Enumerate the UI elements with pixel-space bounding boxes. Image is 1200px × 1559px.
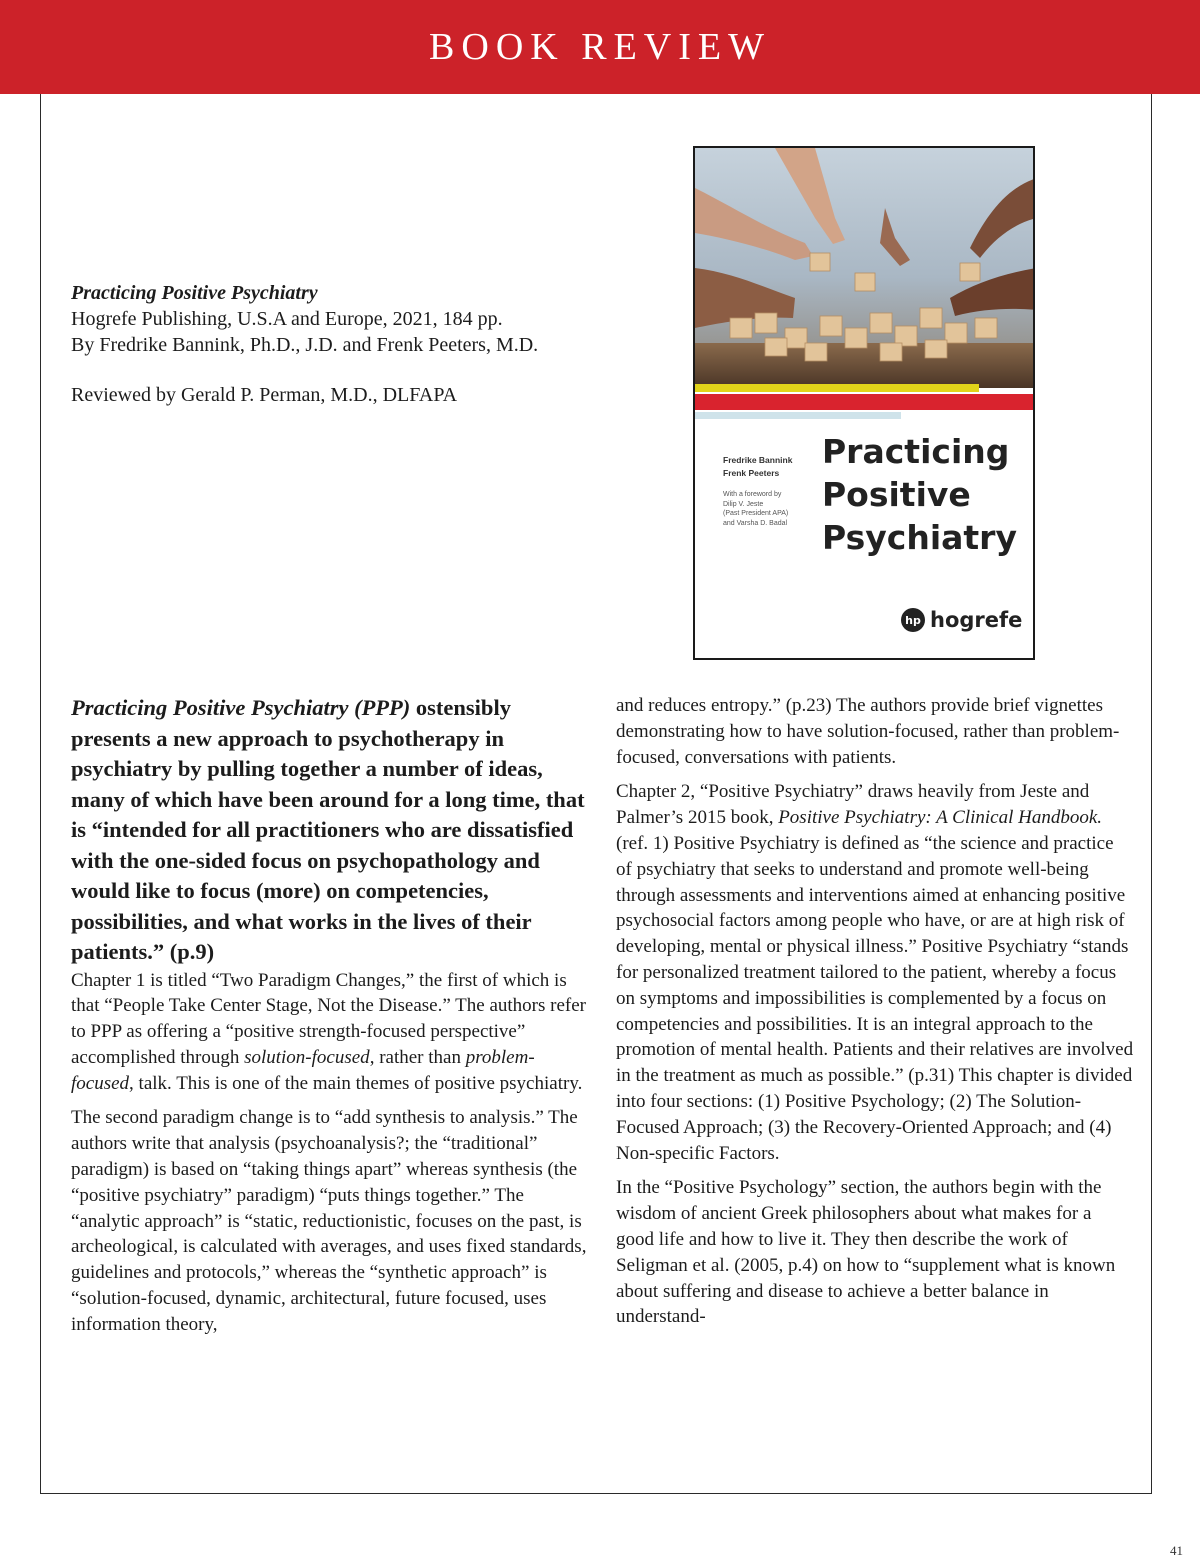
book-title: Practicing Positive Psychiatry [71,282,318,304]
body-paragraph: In the “Positive Psychology” section, the authors begin with the wisdom of ancient Greek philosophers about what makes for a good life and how to live it. They then describe the work of Seligman et al. (2005, p.4) on how to “supplement what is known about suffering and disease to achieve a better balance in understand- [616,1177,1116,1328]
publisher-line: Hogrefe Publishing, U.S.A and Europe, 2021, 184 pp. [71,308,503,330]
cover-author-1: Fredrike Bannink [723,455,793,465]
body-paragraph [71,968,587,1097]
cover-title-line: Positive [822,475,971,514]
cover-author-2: Frenk Peeters [723,468,780,478]
authors-line: By Fredrike Bannink, Ph.D., J.D. and Frenk Peeters, M.D. [71,334,539,356]
book-cover-image [693,146,1035,660]
hogrefe-logo-icon: hp [901,608,925,632]
cover-authors [723,454,833,480]
lead-book-title: Practicing Positive Psychiatry (PPP) [71,695,411,720]
text-run: , rather than [369,1046,466,1068]
cover-title [822,430,1032,559]
cover-foreword-line: With a foreword by [723,491,782,498]
cover-title-line: Psychiatry [822,518,1017,557]
lead-text: ostensibly presents a new approach to psychotherapy in psychiatry by pulling together a number of ideas, many of which have been around for a long time, that is “intended for all practitioners who are dissatisfied with the one-sided focus on psychopathology and would like to focus (more) on competencies, possibilities, and what works in the lives of their patients.” (p.9) [71,695,585,964]
text-run: , talk. This is one of the main themes of positive psychiatry. [129,1072,583,1094]
book-citation [71,280,671,408]
emphasis: Positive Psychiatry: A Clinical Handbook. [778,807,1103,829]
article-column-left [71,693,587,1347]
section-banner [0,0,1200,94]
section-title: BOOK REVIEW [429,26,771,68]
reviewer-line: Reviewed by Gerald P. Perman, M.D., DLFAPA [71,384,458,406]
lead-paragraph [71,693,587,968]
cover-title-line: Practicing [822,432,1010,471]
publisher-logo-text: hogrefe [930,608,1023,632]
cover-stripe-red [695,394,1035,410]
cover-photo [695,148,1035,428]
cover-foreword-line: Dilip V. Jeste [723,500,764,508]
text-run: Chapter 2, “Positive Psychiatry” draws heavily from Jeste and Palmer’s 2015 book, [616,781,1090,829]
body-paragraph: and reduces entropy.” (p.23) The authors provide brief vignettes demonstrating how to have solution-focused, rather than problem-focused, conversations with patients. [616,695,1120,768]
text-run: Chapter 1 is titled “Two Paradigm Changes,” the first of which is that “People Take Center Stage, Not the Disease.” The authors refer to PPP as offering a “positive strength-focused perspective” accomplished through [71,969,587,1068]
body-paragraph: The second paradigm change is to “add synthesis to analysis.” The authors write that analysis (psychoanalysis?; the “traditional” paradigm) is based on “taking things apart” whereas synthesis (the “positive psychiatry” paradigm) “puts things together.” The “analytic approach” is “static, reductionistic, focuses on the past, is archeological, is calculated with averages, and uses fixed standards, guidelines and protocols,” whereas the “synthetic approach” is “solution-focused, dynamic, architectural, future focused, uses information theory, [71,1107,587,1335]
emphasis: problem-focused [71,1046,535,1094]
article-column-right [616,693,1134,1339]
body-paragraph [616,779,1134,1166]
cover-foreword [723,490,833,528]
cover-foreword-line: (Past President APA) [723,510,789,517]
cover-stripe-blue [695,412,901,419]
cover-foreword-line: and Varsha D. Badal [723,519,788,527]
text-run: (ref. 1) Positive Psychiatry is defined as “the science and practice of psychiatry that seeks to understand and promote well-being through assessments and interventions aimed at enhancing positive psychosocial factors among people who have, or are at high risk of developing, mental or physical illness.” Positive Psychiatry “stands for personalized treatment tailored to the patient, whereby a focus on symptoms and impossibilities is complemented by a focus on competencies and possibilities. It is an integral approach to the promotion of mental health. Patients and their relatives are involved in the treatment as much as possible.” (p.31) This chapter is divided into four sections: (1) Positive Psychology; (2) The Solution-Focused Approach; (3) the Recovery-Oriented Approach; and (4) Non-specific Factors. [616,832,1134,1164]
cover-stripe-yellow [695,384,979,392]
publisher-logo [901,608,1022,632]
page-number: 41 [1170,1543,1183,1558]
emphasis: solution-focused [244,1046,370,1068]
